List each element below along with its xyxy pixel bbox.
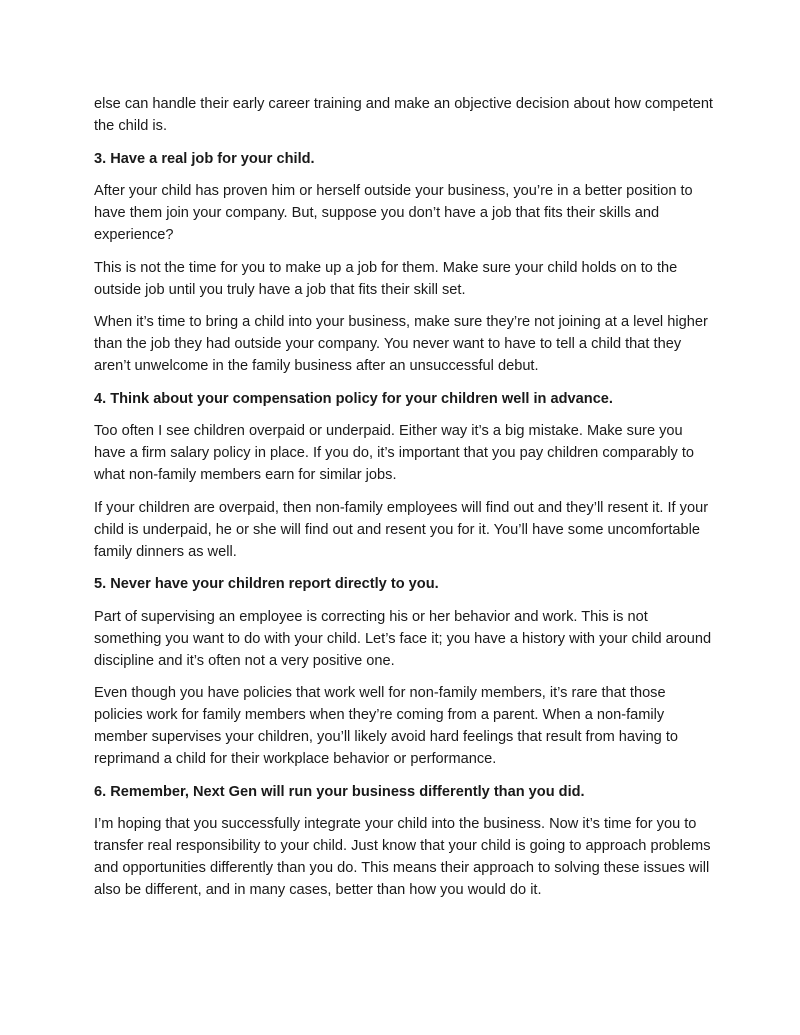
- paragraph: Too often I see children overpaid or underpaid. Either way it’s a big mistake. Make sure you have a firm salary policy in place. If you do, it’s important that you pay children comparably to what non-family members earn for similar jobs.: [94, 423, 694, 483]
- paragraph: I’m hoping that you successfully integrate your child into the business. Now it’s time for you to transfer real responsibility to your child. Just know that your child is going to approach problems and opportunities differently than you do. This means their approach to solving these issues will also be different, and in many cases, better than how you would do it.: [94, 816, 711, 898]
- heading-report-directly: 5. Never have your children report directly to you.: [94, 576, 439, 592]
- paragraph: This is not the time for you to make up a job for them. Make sure your child holds on to the outside job until you truly have a job that fits their skill set.: [94, 259, 678, 298]
- paragraph: Even though you have policies that work well for non-family members, it’s rare that those policies work for family members when they’re coming from a parent. When a non-family member supervises your children, you’ll likely avoid hard feelings that result from having to reprimand a child for their workplace behavior or performance.: [94, 685, 679, 767]
- paragraph-continuation: else can handle their early career training and make an objective decision about how competent the child is.: [94, 96, 713, 134]
- heading-real-job: 3. Have a real job for your child.: [94, 150, 315, 167]
- paragraph: When it’s time to bring a child into your business, make sure they’re not joining at a level higher than the job they had outside your company. You never want to have to tell a child that they aren’t unwelcome in the family business after an unsuccessful debut.: [94, 314, 708, 374]
- heading-next-gen: 6. Remember, Next Gen will run your business differently than you did.: [94, 783, 585, 800]
- paragraph: After your child has proven him or herself outside your business, you’re in a better position to have them join your company. But, suppose you don’t have a job that fits their skills and experience?: [94, 183, 693, 243]
- heading-compensation-policy: 4. Think about your compensation policy for your children well in advance.: [94, 390, 613, 407]
- paragraph: If your children are overpaid, then non-family employees will find out and they’ll resent it. If your child is underpaid, he or she will find out and resent you for it. You’ll have some uncomfortable family dinners as well.: [94, 499, 709, 560]
- paragraph: Part of supervising an employee is correcting his or her behavior and work. This is not something you want to do with your child. Let’s face it; you have a history with your child around discipline and it’s often not a very positive one.: [94, 608, 712, 669]
- document-page: [94, 93, 714, 912]
